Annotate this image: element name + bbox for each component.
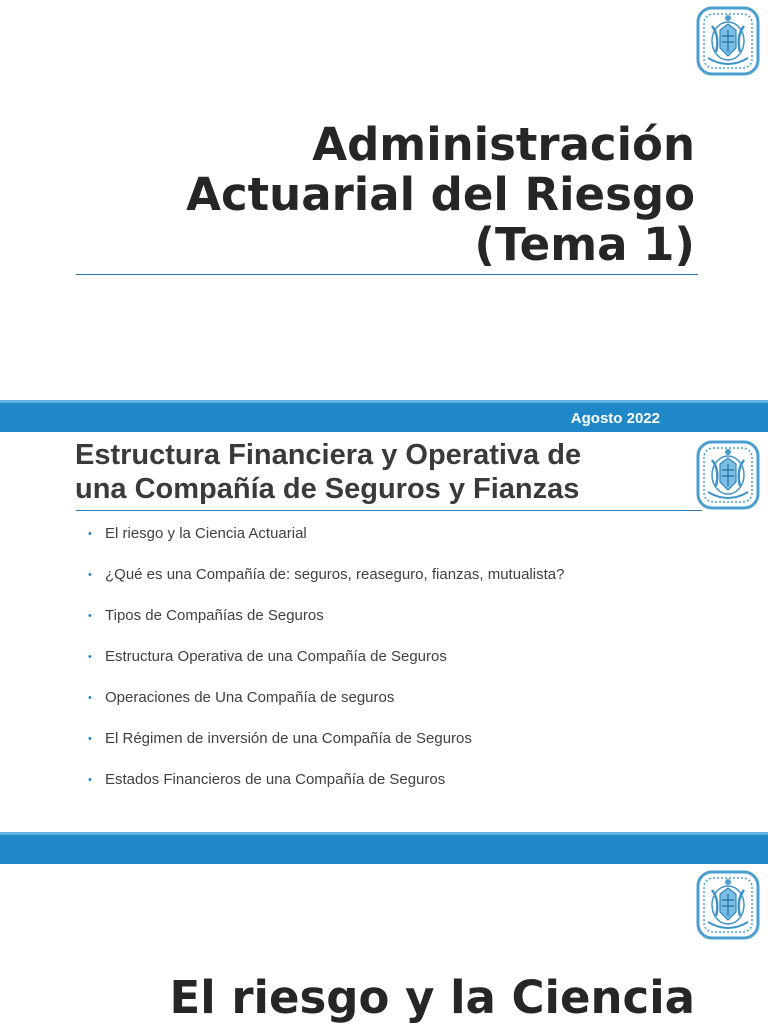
bullet-icon: • [88,733,92,745]
bullet-icon: • [88,692,92,704]
bullet-icon: • [88,610,92,622]
title-line-2: una Compañía de Seguros y Fianzas [75,473,580,505]
title-divider [76,510,702,511]
list-item: • Estados Financieros de una Compañía de Seguros [88,771,446,788]
date-label: Agosto 2022 [570,410,660,427]
list-item: • Tipos de Compañías de Seguros [88,607,324,624]
university-crest-icon [696,440,760,510]
title-line-3: (Tema 1) [474,218,695,271]
slide-3-title: El riesgo y la Ciencia [169,971,695,1024]
slide-1 [0,0,768,400]
university-crest-icon [696,6,760,76]
list-item: • Estructura Operativa de una Compañía de Seguros [88,648,447,665]
title-divider [76,274,698,275]
topic-list [88,524,564,811]
title-line-2: Actuarial del Riesgo [186,168,695,221]
slide-1-title [186,120,695,270]
slide-separator-band [0,400,768,432]
list-item: • El Régimen de inversión de una Compañía de Seguros [88,730,472,747]
title-line-1: Estructura Financiera y Operativa de [75,439,582,471]
list-item: • Operaciones de Una Compañía de seguros [88,689,395,706]
bullet-icon: • [88,651,92,663]
slide-2 [0,432,768,832]
title-line-1: Administración [312,118,695,171]
slide-separator-band [0,832,768,864]
list-item: • El riesgo y la Ciencia Actuarial [88,525,307,542]
slide-2-title [75,438,581,506]
university-crest-icon [696,870,760,940]
list-item: • ¿Qué es una Compañía de: seguros, reaseguro, fianzas, mutualista? [88,566,565,583]
bullet-icon: • [88,569,92,581]
slide-3 [0,864,768,1024]
bullet-icon: • [88,774,92,786]
bullet-icon: • [88,528,92,540]
